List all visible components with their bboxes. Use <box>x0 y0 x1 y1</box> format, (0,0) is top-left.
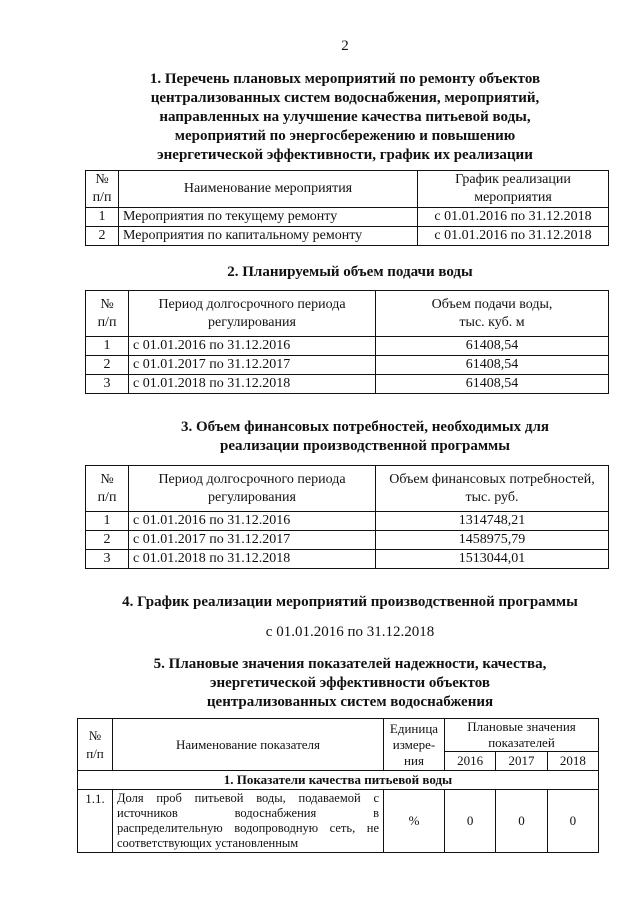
financial-needs-table <box>85 465 609 569</box>
row-value: 61408,54 <box>376 337 609 356</box>
col-header-year: 2016 <box>445 752 496 771</box>
row-value: 1458975,79 <box>376 531 609 550</box>
row-name: Доля проб питьевой воды, подаваемой с источников водоснабжения в распределительную водопроводную сеть, не соответствующих установленным <box>113 790 384 853</box>
col-header-num: № п/п <box>86 291 129 337</box>
row-value: 1513044,01 <box>376 550 609 569</box>
col-header-planned: Плановые значения показателей <box>445 719 599 752</box>
section3-heading <box>100 418 630 456</box>
section1-heading-line: мероприятий по энергосбережению и повышению <box>174 128 516 144</box>
row-name: Мероприятия по капитальному ремонту <box>119 227 418 246</box>
table-row <box>86 337 609 356</box>
row-value: 0 <box>496 790 547 853</box>
col-header-year: 2017 <box>496 752 547 771</box>
section5-heading-line: централизованных систем водоснабжения <box>206 694 494 710</box>
table-row <box>86 375 609 394</box>
indicators-table <box>77 718 599 853</box>
page-number: 2 <box>341 38 349 54</box>
row-num: 1 <box>86 208 119 227</box>
water-volume-table <box>85 290 609 394</box>
col-header-num: № п/п <box>86 466 129 512</box>
row-num: 2 <box>86 356 129 375</box>
section4-heading: 4. График реализации мероприятий производственной программы <box>122 594 578 610</box>
section3-heading-line: 3. Объем финансовых потребностей, необходимых для <box>180 419 550 435</box>
table-row <box>86 531 609 550</box>
row-period: с 01.01.2016 по 31.12.2016 <box>129 337 376 356</box>
row-value: 0 <box>445 790 496 853</box>
table-row <box>86 208 609 227</box>
section1-heading <box>100 70 590 165</box>
row-schedule: с 01.01.2016 по 31.12.2018 <box>418 208 609 227</box>
col-header-num: № п/п <box>78 719 113 771</box>
row-value: 61408,54 <box>376 356 609 375</box>
table-row <box>86 550 609 569</box>
row-num: 2 <box>86 227 119 246</box>
col-header-name: Наименование мероприятия <box>119 171 418 208</box>
section1-heading-line: централизованных систем водоснабжения, мероприятий, <box>150 90 540 106</box>
section4-period: с 01.01.2016 по 31.12.2018 <box>265 624 435 640</box>
subsection-title: 1. Показатели качества питьевой воды <box>78 771 599 790</box>
table-row <box>78 790 599 853</box>
col-header-num: № п/п <box>86 171 119 208</box>
table-row <box>86 512 609 531</box>
table-header-row <box>86 291 609 337</box>
row-period: с 01.01.2018 по 31.12.2018 <box>129 550 376 569</box>
table-row <box>86 356 609 375</box>
col-header-value: Объем финансовых потребностей, тыс. руб. <box>376 466 609 512</box>
section5-heading <box>110 655 590 712</box>
row-num: 1.1. <box>78 790 113 853</box>
subsection-row <box>78 771 599 790</box>
row-schedule: с 01.01.2016 по 31.12.2018 <box>418 227 609 246</box>
col-header-name: Наименование показателя <box>113 719 384 771</box>
row-period: с 01.01.2018 по 31.12.2018 <box>129 375 376 394</box>
col-header-year: 2018 <box>547 752 598 771</box>
col-header-unit: Единица измере- ния <box>384 719 445 771</box>
row-num: 2 <box>86 531 129 550</box>
table-row <box>86 227 609 246</box>
table-header-row <box>86 171 609 208</box>
section3-heading-line: реализации производственной программы <box>220 438 510 454</box>
table-header-row <box>86 466 609 512</box>
section2-heading: 2. Планируемый объем подачи воды <box>227 264 473 280</box>
row-num: 3 <box>86 375 129 394</box>
row-value: 61408,54 <box>376 375 609 394</box>
row-period: с 01.01.2017 по 31.12.2017 <box>129 356 376 375</box>
col-header-period: Период долгосрочного периода регулирования <box>129 466 376 512</box>
row-num: 1 <box>86 512 129 531</box>
row-value: 0 <box>547 790 598 853</box>
col-header-schedule: График реализации мероприятия <box>418 171 609 208</box>
row-period: с 01.01.2016 по 31.12.2016 <box>129 512 376 531</box>
col-header-period: Период долгосрочного периода регулирования <box>129 291 376 337</box>
row-name: Мероприятия по текущему ремонту <box>119 208 418 227</box>
section5-heading-line: 5. Плановые значения показателей надежности, качества, <box>153 656 547 672</box>
row-unit: % <box>384 790 445 853</box>
section1-heading-line: энергетической эффективности, график их реализации <box>157 147 533 163</box>
row-period: с 01.01.2017 по 31.12.2017 <box>129 531 376 550</box>
section1-heading-line: 1. Перечень плановых мероприятий по ремонту объектов <box>149 71 541 87</box>
row-num: 3 <box>86 550 129 569</box>
row-value: 1314748,21 <box>376 512 609 531</box>
measures-table <box>85 170 609 246</box>
table-header-row <box>78 719 599 752</box>
section1-heading-line: направленных на улучшение качества питьевой воды, <box>159 109 531 125</box>
col-header-value: Объем подачи воды, тыс. куб. м <box>376 291 609 337</box>
section5-heading-line: энергетической эффективности объектов <box>210 675 490 691</box>
row-num: 1 <box>86 337 129 356</box>
